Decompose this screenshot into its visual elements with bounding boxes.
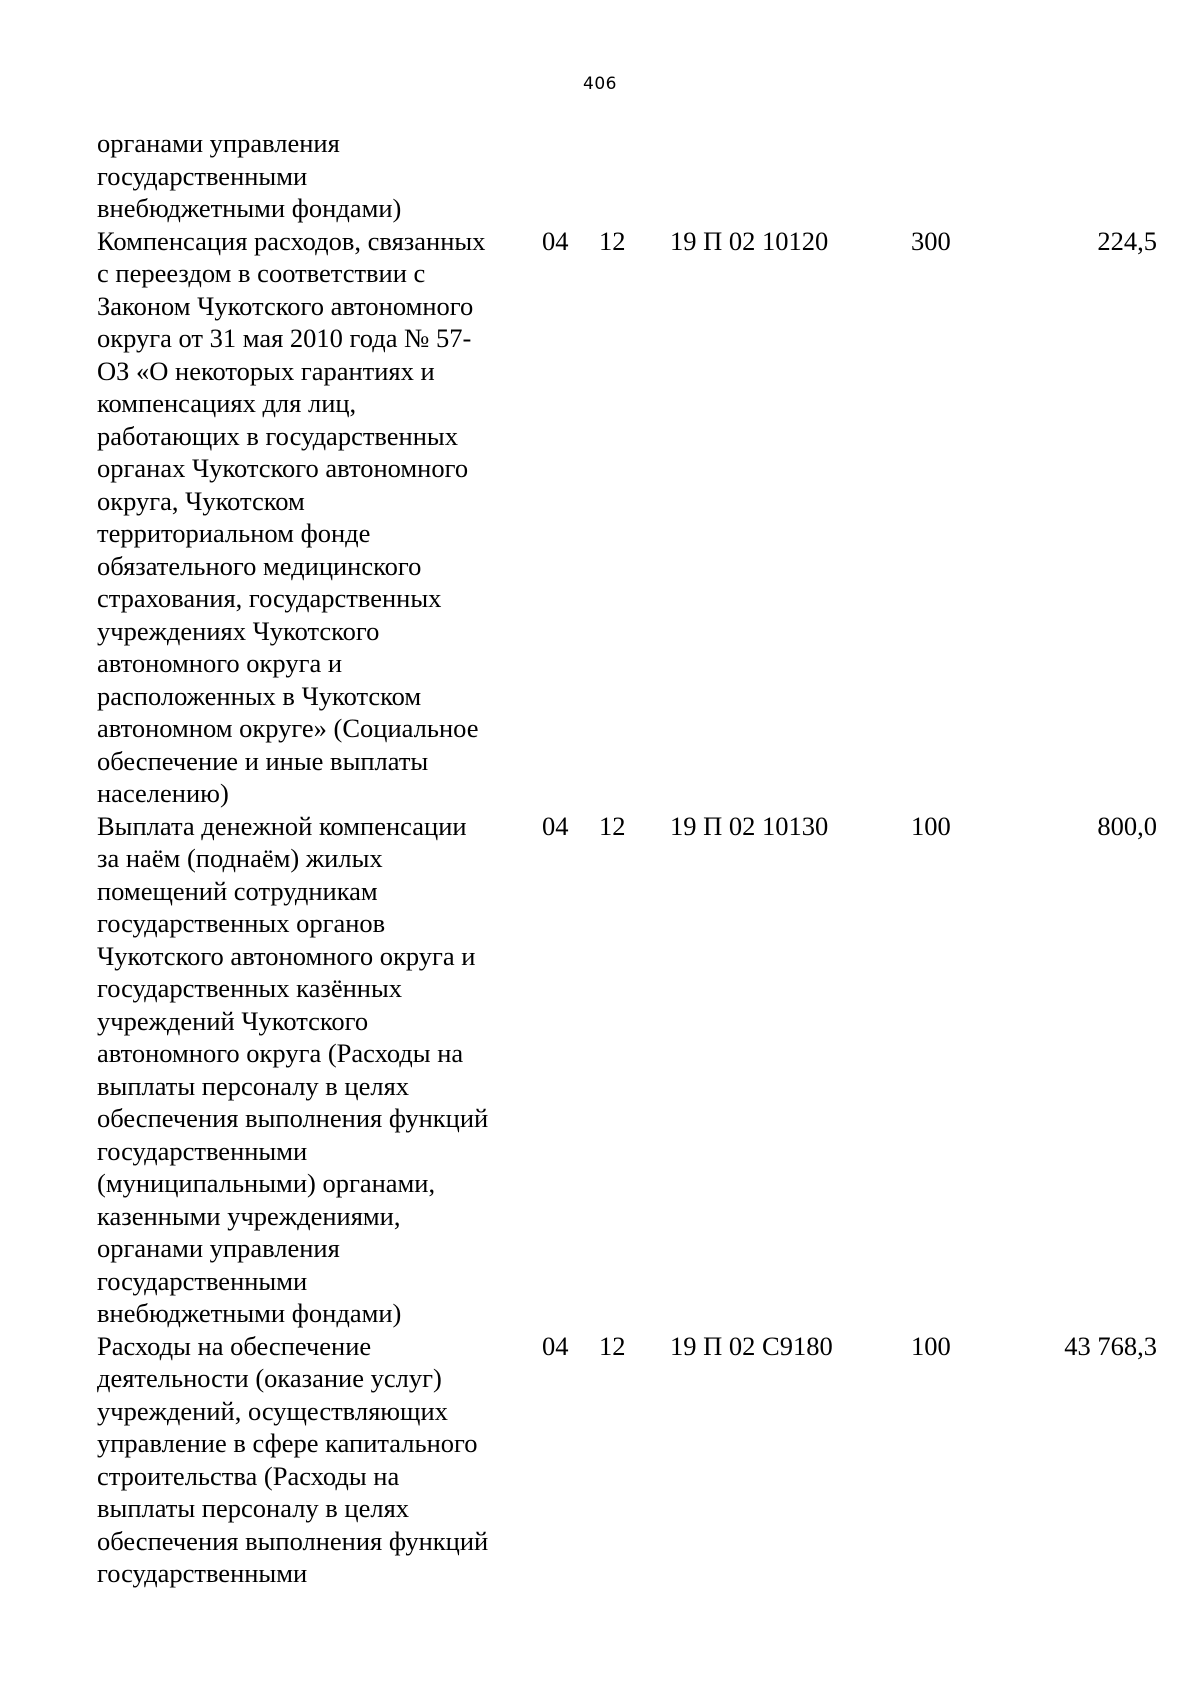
budget-table	[97, 127, 1157, 1590]
table-row	[97, 1330, 1157, 1590]
row-expense-type: 100	[911, 810, 951, 841]
table-row	[97, 127, 1157, 225]
row-subsection: 12	[599, 225, 626, 256]
row-target-code: 19 П 02 С9180	[670, 1330, 833, 1361]
row-section: 04	[542, 225, 569, 256]
row-expense-type: 300	[911, 225, 951, 256]
row-subsection: 12	[599, 1330, 626, 1361]
row-subsection: 12	[599, 810, 626, 841]
page-number: 406	[583, 74, 617, 94]
row-description: Компенсация расходов, связанных с переездом в соответствии с Законом Чукотского автономного округа от 31 мая 2010 года № 57- ОЗ «О некоторых гарантиях и компенсациях для лиц, работающих в государственных органах Чукотского автономного округа, Чукотском территориальном фонде обязательного медицинского страхования, государственных учреждениях Чукотского автономного округа и расположенных в Чукотском автономном округе» (Социальное обеспечение и иные выплаты населению)	[97, 225, 486, 808]
row-section: 04	[542, 810, 569, 841]
row-amount: 224,5	[1097, 225, 1157, 256]
row-description: органами управления государственными внебюджетными фондами)	[97, 128, 402, 223]
row-section: 04	[542, 1330, 569, 1361]
row-amount: 43 768,3	[1064, 1330, 1157, 1361]
row-target-code: 19 П 02 10130	[670, 810, 829, 841]
row-expense-type: 100	[911, 1330, 951, 1361]
table-row	[97, 810, 1157, 1330]
row-description: Расходы на обеспечение деятельности (оказание услуг) учреждений, осуществляющих управление в сфере капитального строительства (Расходы на выплаты персоналу в целях обеспечения выполнения функций государственными	[97, 1330, 489, 1588]
row-amount: 800,0	[1097, 810, 1157, 841]
table-row	[97, 225, 1157, 810]
row-target-code: 19 П 02 10120	[670, 225, 829, 256]
row-description: Выплата денежной компенсации за наём (поднаём) жилых помещений сотрудникам государственных органов Чукотского автономного округа и государственных казённых учреждений Чукотского автономного округа (Расходы на выплаты персоналу в целях обеспечения выполнения функций государственными (муниципальными) органами, казенными учреждениями, органами управления государственными внебюджетными фондами)	[97, 810, 489, 1328]
